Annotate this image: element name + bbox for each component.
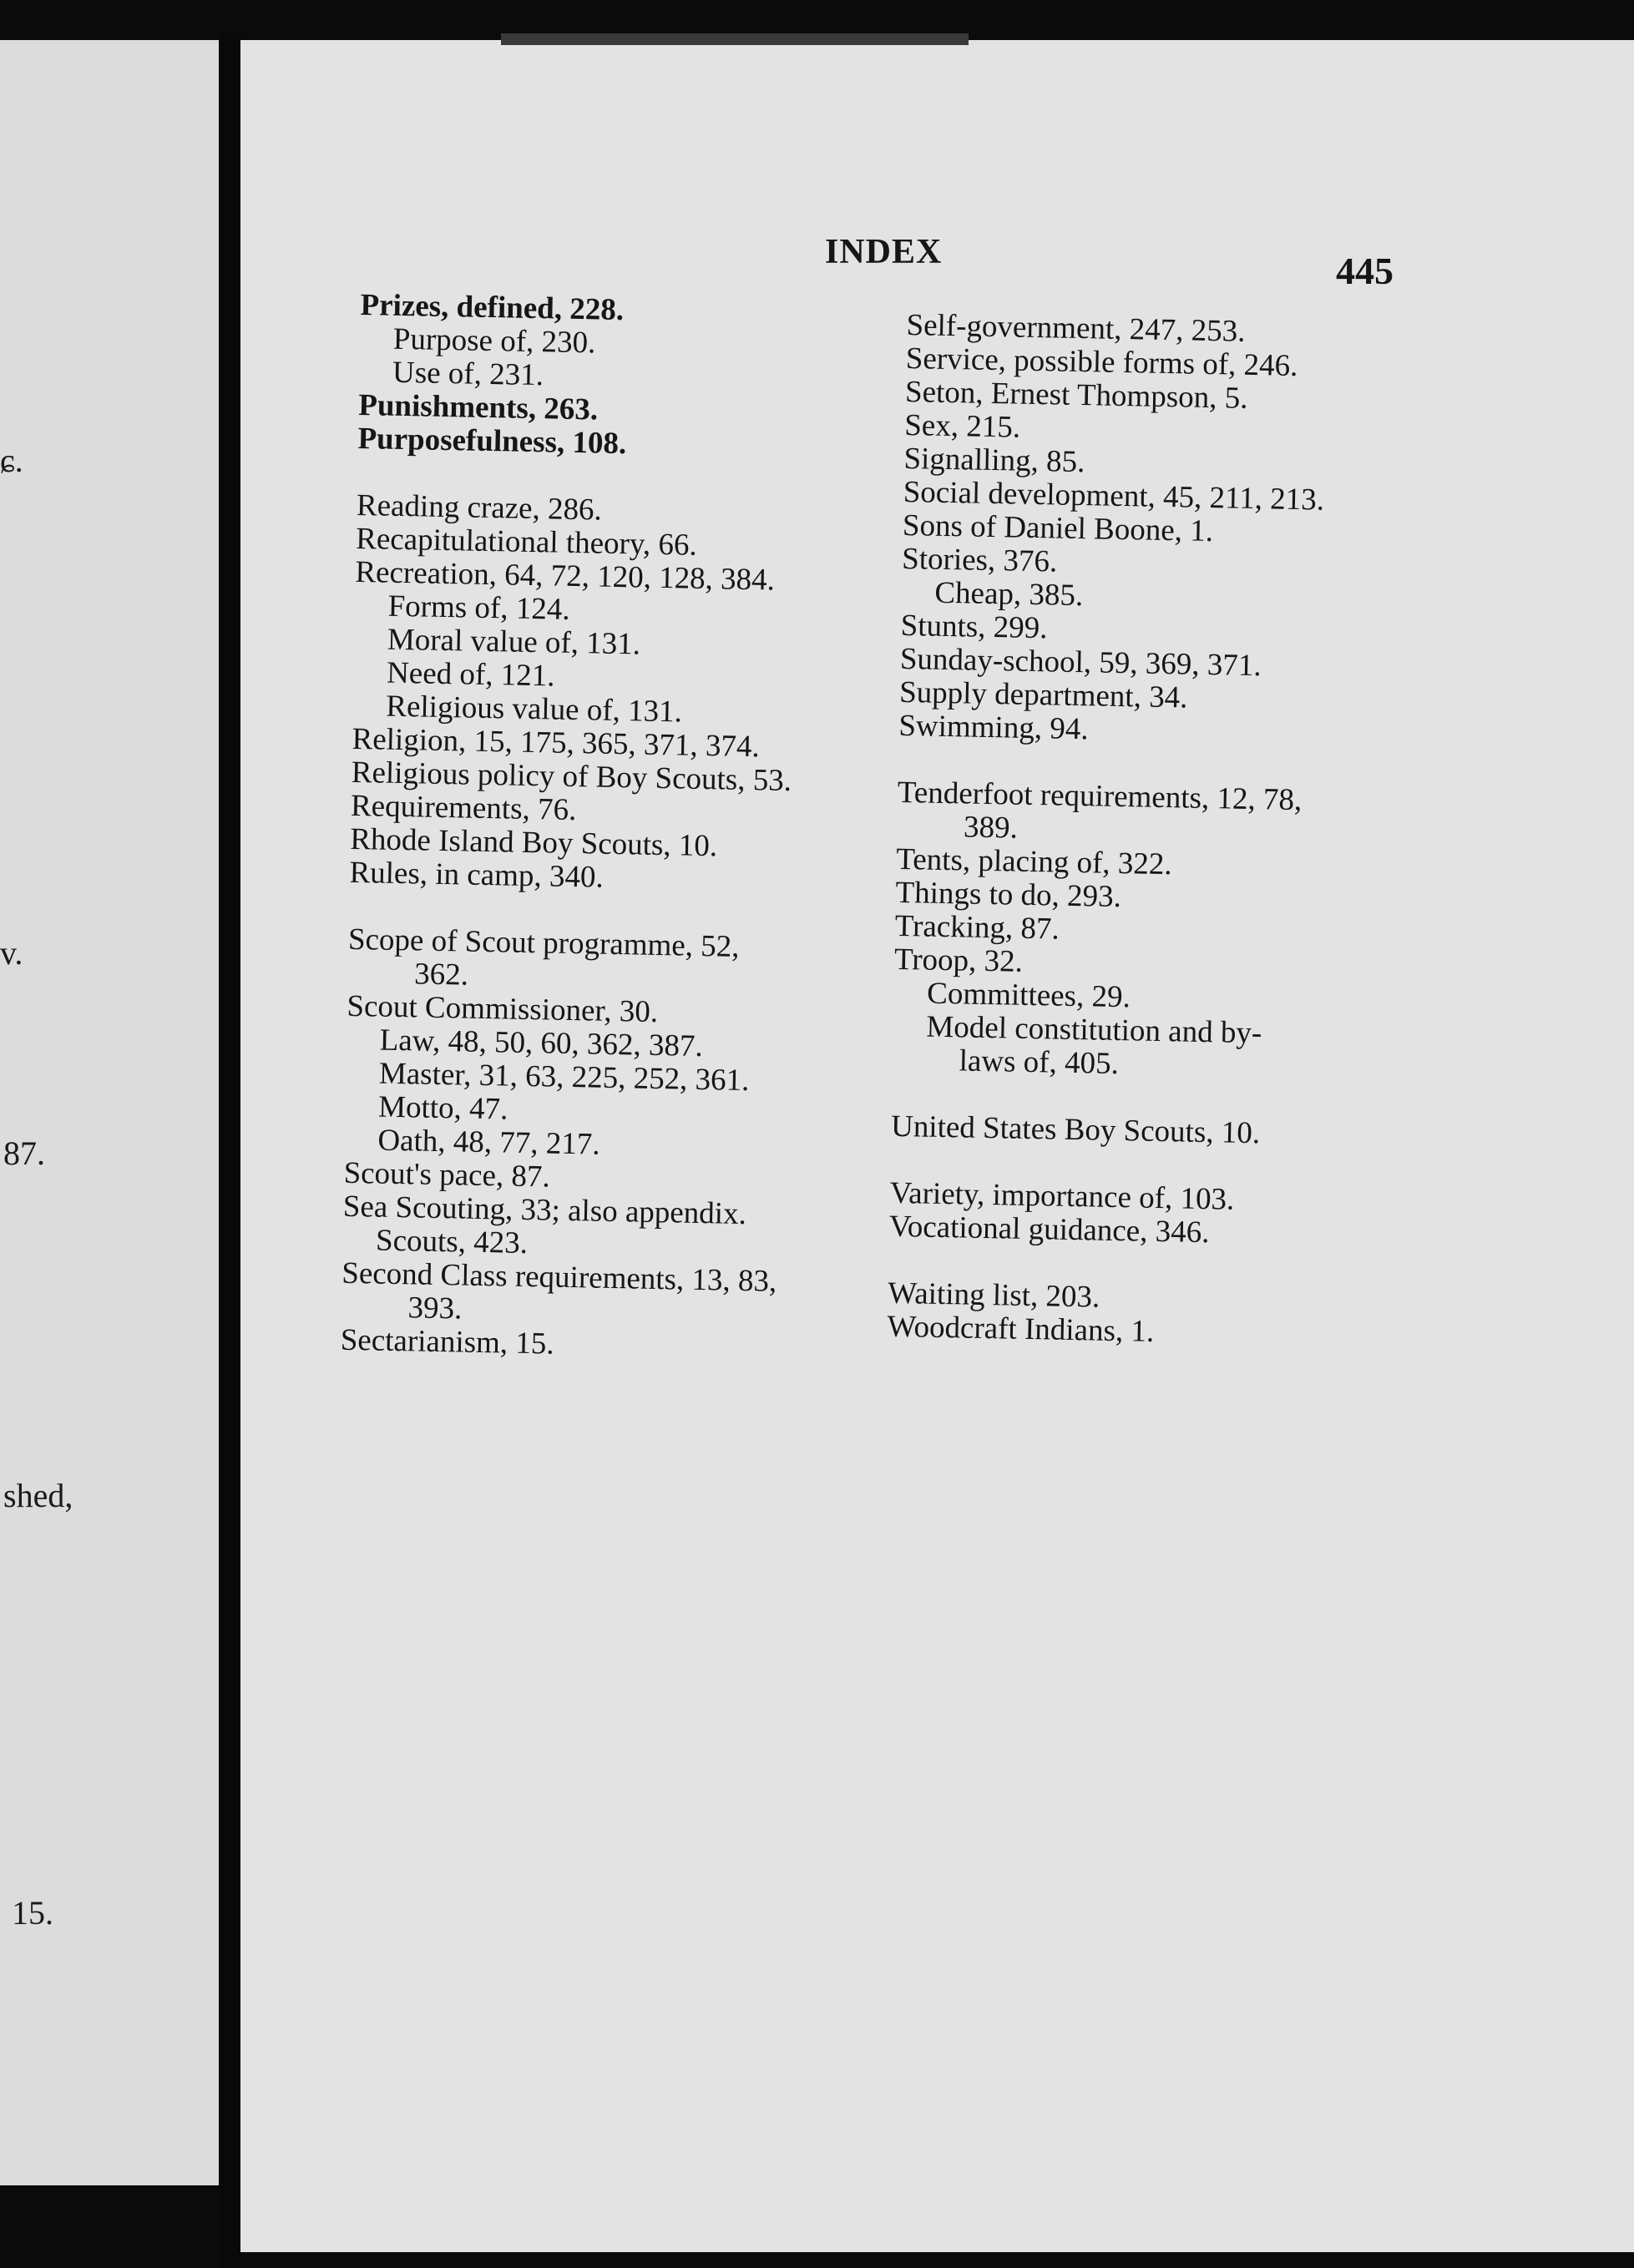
index-entry: Moral value of, 131. [387,622,641,662]
index-entry: 393. [407,1291,463,1326]
index-entry: Requirements, 76. [350,788,577,828]
index-entry: Law, 48, 50, 60, 362, 387. [379,1023,704,1064]
index-entry: Variety, importance of, 103. [889,1175,1235,1217]
index-entry: Troop, 32. [893,942,1024,979]
index-entry: 362. [413,957,469,993]
index-entry: Stories, 376. [901,541,1058,579]
index-entry: Recreation, 64, 72, 120, 128, 384. [355,554,776,598]
index-entry: Things to do, 293. [895,875,1122,915]
index-entry: Vocational guidance, 346. [888,1209,1210,1250]
index-entry: laws of, 405. [959,1043,1120,1082]
index-entry: Purposefulness, 108. [357,421,627,462]
index-entry: Tents, placing of, 322. [895,841,1173,882]
index-entry: Signalling, 85. [903,441,1085,480]
index-entry: Swimming, 94. [898,708,1089,747]
index-entry: Second Class requirements, 13, 83, [341,1255,777,1299]
index-entry: Social development, 45, 211, 213. [903,474,1325,518]
index-entry: Waiting list, 203. [887,1275,1100,1315]
index-entry: Purpose of, 230. [392,321,596,361]
index-entry: Committees, 29. [926,976,1131,1015]
index-entry: Master, 31, 63, 225, 252, 361. [378,1056,750,1099]
index-entry: Rules, in camp, 340. [349,855,605,895]
book-spine [219,33,240,2268]
index-entry: Religion, 15, 175, 365, 371, 374. [352,721,761,765]
index-column-left [340,289,852,1366]
index-entry: Sex, 215. [903,407,1021,445]
index-entry: Tracking, 87. [894,908,1060,947]
index-entry: Tenderfoot requirements, 12, 78, [897,775,1303,818]
index-entry: Punishments, 263. [357,387,599,427]
index-entry: Oath, 48, 77, 217. [377,1123,600,1162]
index-entry: Scouts, 423. [375,1223,529,1261]
index-entry: Supply department, 34. [898,674,1188,715]
facing-page-fragment: 87. [3,1134,45,1172]
page-number: 445 [1336,250,1394,292]
page-top-shadow [501,33,969,45]
index-entry: Forms of, 124. [387,588,570,627]
index-column-right [887,309,1395,1353]
index-entry: Seton, Ernest Thompson, 5. [904,374,1248,416]
facing-page-fragment: shed, [3,1477,73,1514]
index-entry: Woodcraft Indians, 1. [887,1309,1155,1349]
index-entry: Self-government, 247, 253. [906,308,1246,349]
index-entry: Scout Commissioner, 30. [347,988,659,1029]
index-entry: Reading craze, 286. [356,487,603,528]
page-title: INDEX [825,233,943,271]
facing-page-fragment: ɕ. [0,442,23,479]
facing-page-fragment: 15. [12,1894,53,1932]
facing-page [0,40,219,2185]
index-entry: Rhode Island Boy Scouts, 10. [349,821,718,864]
index-entry: Scout's pace, 87. [343,1155,551,1195]
index-entry: Scope of Scout programme, 52, [347,922,740,964]
index-entry: Sons of Daniel Boone, 1. [902,508,1214,549]
index-entry: Sea Scouting, 33; also appendix. [342,1189,747,1232]
index-entry: Sunday-school, 59, 369, 371. [899,641,1262,684]
index-entry: Use of, 231. [392,355,544,393]
index-entry: Stunts, 299. [900,608,1048,646]
index-entry: Model constitution and by- [926,1009,1262,1051]
index-entry: United States Boy Scouts, 10. [890,1109,1261,1151]
index-entry: Recapitulational theory, 66. [355,521,698,563]
index-entry: Prizes, defined, 228. [360,288,625,328]
index-entry: Need of, 121. [386,655,555,694]
index-entry: Religious value of, 131. [386,689,683,730]
facing-page-fragment: v. [0,934,23,972]
index-entry: 389. [963,810,1019,846]
index-entry: Religious policy of Boy Scouts, 53. [351,755,792,799]
index-entry: Cheap, 385. [934,575,1084,614]
index-entry: Sectarianism, 15. [340,1322,555,1361]
index-entry: Motto, 47. [377,1089,508,1127]
index-entry: Service, possible forms of, 246. [905,341,1298,384]
